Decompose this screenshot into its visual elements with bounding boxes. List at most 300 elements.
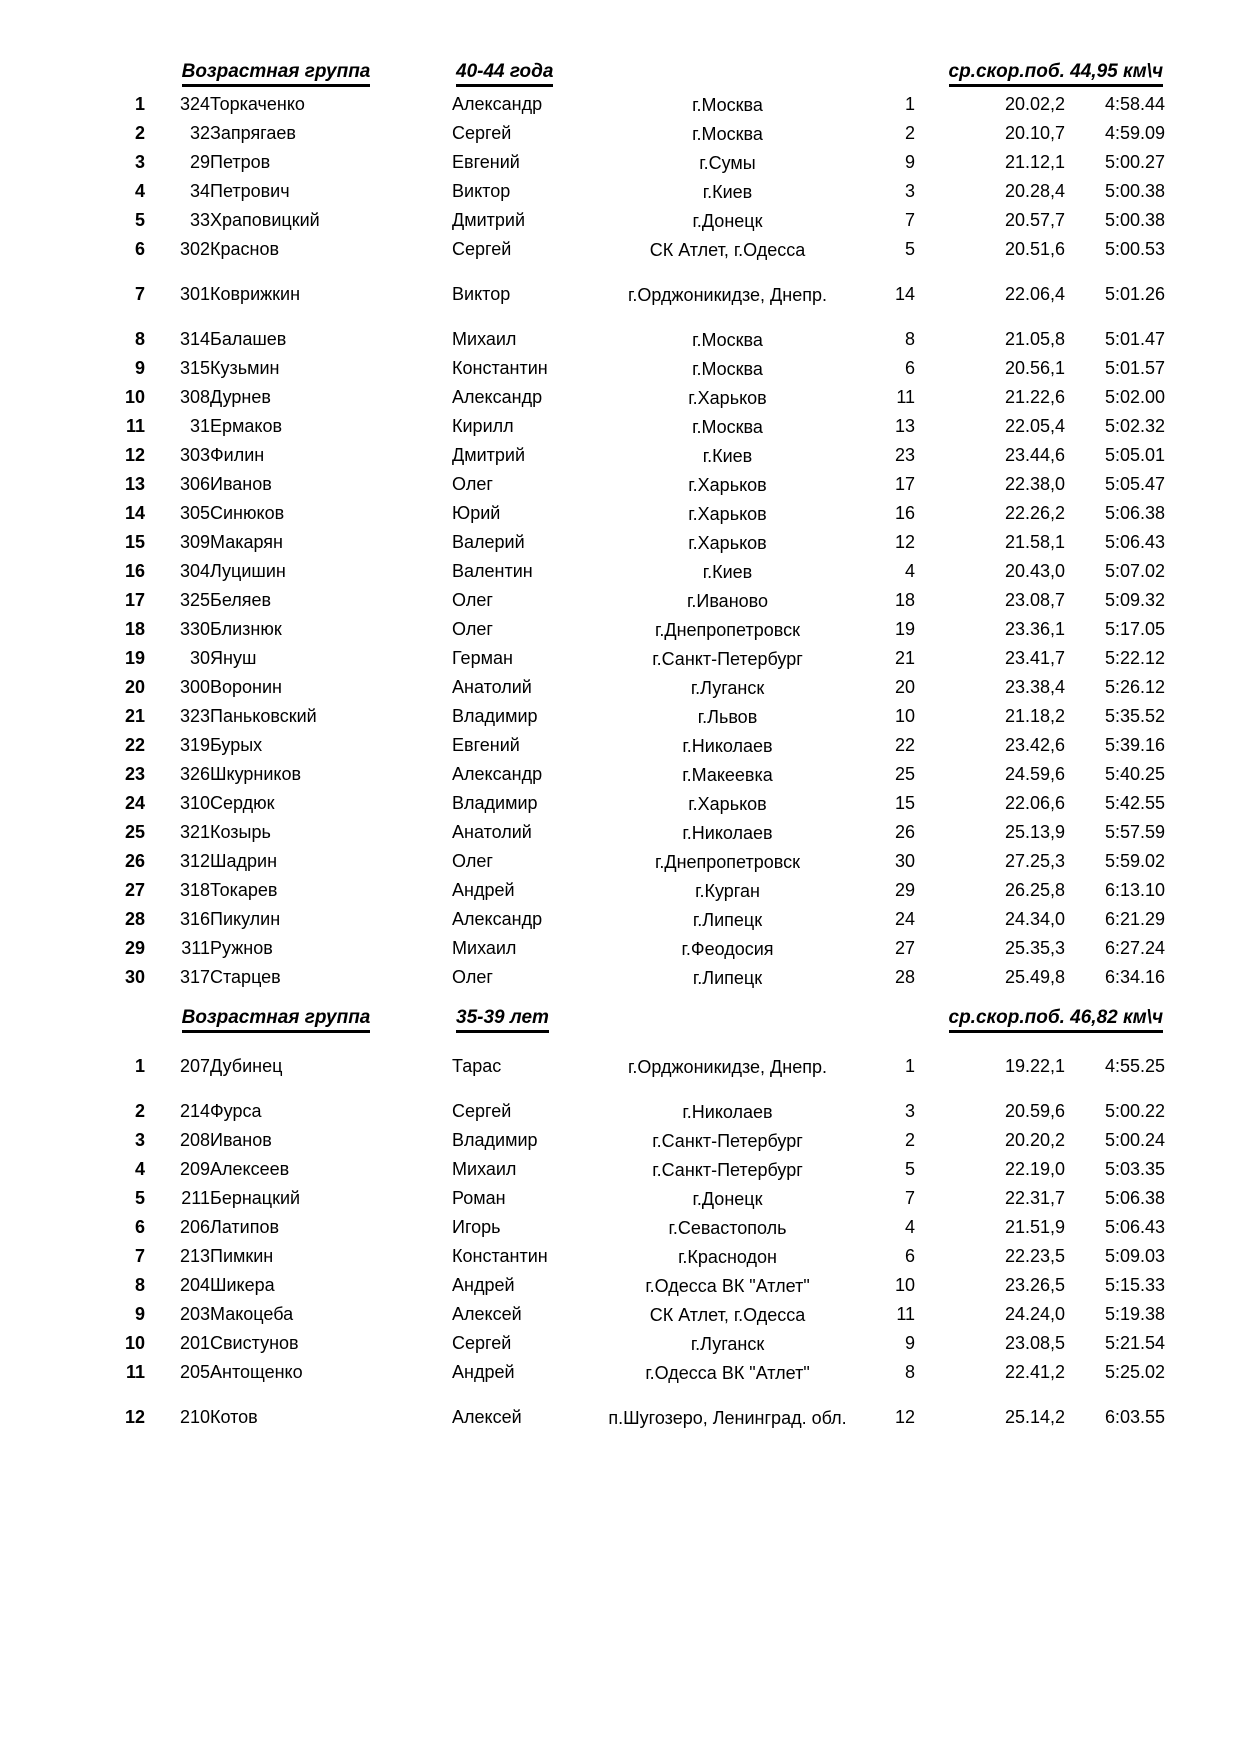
firstname-cell: Сергей: [452, 123, 512, 143]
pace-cell: 5:06.38: [1104, 1188, 1166, 1208]
rank-cell: 11: [125, 1362, 145, 1382]
firstname-cell: Дмитрий: [452, 210, 525, 230]
rank-cell: 5: [134, 1188, 145, 1208]
pace-cell: 5:06.38: [1104, 503, 1166, 523]
pace-cell: 5:05.01: [1104, 445, 1166, 465]
surname-cell: Токарев: [210, 880, 278, 900]
bib-cell: 32: [189, 123, 210, 143]
time-cell: 23.44,6: [1004, 445, 1066, 465]
city-cell: г.Николаев: [682, 735, 773, 756]
rank-cell: 29: [124, 938, 145, 958]
firstname-cell: Александр: [452, 94, 543, 114]
time-cell: 20.43,0: [1004, 561, 1066, 581]
pace-cell: 5:03.35: [1104, 1159, 1166, 1179]
section-header-gap: [585, 992, 870, 1036]
surname-cell: Шикера: [210, 1275, 275, 1295]
city-cell: г.Киев: [702, 445, 753, 466]
surname-cell: Храповицкий: [210, 210, 320, 230]
firstname-cell: Владимир: [452, 1130, 538, 1150]
result-row: [100, 441, 1165, 470]
rank-cell: 4: [134, 181, 145, 201]
city-cell: г.Москва: [692, 416, 763, 437]
place-cell: 23: [894, 445, 916, 465]
result-row: [100, 1387, 1165, 1448]
city-cell: г.Одесса ВК "Атлет": [645, 1362, 810, 1383]
rank-cell: 9: [134, 1304, 145, 1324]
place-cell: 25: [894, 764, 916, 784]
firstname-cell: Андрей: [452, 1362, 515, 1382]
firstname-cell: Евгений: [452, 735, 520, 755]
firstname-cell: Константин: [452, 1246, 548, 1266]
surname-cell: Януш: [210, 648, 257, 668]
rank-cell: 15: [124, 532, 145, 552]
result-row: [100, 325, 1165, 354]
rank-cell: 21: [124, 706, 145, 726]
rank-cell: 26: [124, 851, 145, 871]
section-header-gap: [585, 52, 870, 90]
time-cell: 20.56,1: [1004, 358, 1066, 378]
firstname-cell: Андрей: [452, 880, 515, 900]
pace-cell: 5:09.32: [1104, 590, 1166, 610]
city-cell: г.Николаев: [682, 822, 773, 843]
surname-cell: Балашев: [210, 329, 287, 349]
place-cell: 3: [905, 181, 916, 201]
rank-cell: 14: [124, 503, 145, 523]
surname-cell: Луцишин: [210, 561, 286, 581]
rank-cell: 13: [124, 474, 145, 494]
pace-cell: 5:00.22: [1104, 1101, 1166, 1121]
firstname-cell: Сергей: [452, 1101, 512, 1121]
place-cell: 9: [905, 152, 916, 172]
pace-cell: 4:58.44: [1104, 94, 1166, 114]
surname-cell: Торкаченко: [210, 94, 305, 114]
firstname-cell: Владимир: [452, 793, 538, 813]
bib-cell: 306: [179, 474, 210, 494]
surname-cell: Свистунов: [210, 1333, 299, 1353]
result-row: [100, 789, 1165, 818]
time-cell: 23.26,5: [1004, 1275, 1066, 1295]
result-row: [100, 528, 1165, 557]
rank-cell: 7: [134, 1246, 145, 1266]
time-cell: 24.34,0: [1004, 909, 1066, 929]
time-cell: 20.20,2: [1004, 1130, 1066, 1150]
city-cell: п.Шугозеро, Ленинград. обл.: [608, 1407, 847, 1428]
surname-cell: Ружнов: [210, 938, 273, 958]
pace-cell: 6:03.55: [1104, 1407, 1166, 1427]
rank-cell: 6: [134, 239, 145, 259]
city-cell: г.Сумы: [699, 152, 756, 173]
bib-cell: 316: [179, 909, 210, 929]
place-cell: 2: [905, 123, 916, 143]
firstname-cell: Олег: [452, 590, 493, 610]
firstname-cell: Анатолий: [452, 822, 532, 842]
bib-cell: 204: [179, 1275, 210, 1295]
time-cell: 21.51,9: [1004, 1217, 1066, 1237]
time-cell: 20.59,6: [1004, 1101, 1066, 1121]
city-cell: СК Атлет, г.Одесса: [649, 1304, 806, 1325]
surname-cell: Пикулин: [210, 909, 281, 929]
city-cell: г.Киев: [702, 181, 753, 202]
pace-cell: 5:00.38: [1104, 181, 1166, 201]
time-cell: 24.59,6: [1004, 764, 1066, 784]
city-cell: г.Луганск: [690, 677, 765, 698]
firstname-cell: Сергей: [452, 1333, 512, 1353]
section-title: [100, 992, 452, 1036]
bib-cell: 310: [179, 793, 210, 813]
bib-cell: 301: [179, 284, 210, 304]
firstname-cell: Михаил: [452, 329, 517, 349]
pace-cell: 6:27.24: [1104, 938, 1166, 958]
pace-cell: 5:07.02: [1104, 561, 1166, 581]
firstname-cell: Евгений: [452, 152, 520, 172]
bib-cell: 300: [179, 677, 210, 697]
result-row: [100, 1300, 1165, 1329]
section-age-group: [452, 52, 585, 90]
place-cell: 29: [894, 880, 916, 900]
pace-cell: 5:06.43: [1104, 532, 1166, 552]
time-cell: 25.35,3: [1004, 938, 1066, 958]
firstname-cell: Александр: [452, 909, 543, 929]
result-row: [100, 1329, 1165, 1358]
rank-cell: 10: [124, 387, 145, 407]
place-cell: 21: [894, 648, 916, 668]
city-cell: г.Одесса ВК "Атлет": [645, 1275, 810, 1296]
result-row: [100, 119, 1165, 148]
place-cell: 6: [905, 358, 916, 378]
time-cell: 19.22,1: [1004, 1056, 1066, 1076]
pace-cell: 5:05.47: [1104, 474, 1166, 494]
firstname-cell: Юрий: [452, 503, 501, 523]
time-cell: 22.19,0: [1004, 1159, 1066, 1179]
city-cell: г.Киев: [702, 561, 753, 582]
pace-cell: 5:00.53: [1104, 239, 1166, 259]
result-row: [100, 1097, 1165, 1126]
bib-cell: 326: [179, 764, 210, 784]
pace-cell: 5:40.25: [1104, 764, 1166, 784]
rank-cell: 11: [125, 416, 145, 436]
results-table-body: [100, 52, 1165, 1448]
city-cell: г.Николаев: [682, 1101, 773, 1122]
pace-cell: 5:02.00: [1104, 387, 1166, 407]
result-row: [100, 702, 1165, 731]
city-cell: г.Санкт-Петербург: [652, 648, 803, 669]
firstname-cell: Виктор: [452, 284, 511, 304]
place-cell: 10: [894, 706, 916, 726]
bib-cell: 201: [179, 1333, 210, 1353]
section-title: [100, 52, 452, 90]
place-cell: 11: [896, 1304, 916, 1324]
bib-cell: 213: [179, 1246, 210, 1266]
city-cell: г.Севастополь: [668, 1217, 787, 1238]
rank-cell: 5: [134, 210, 145, 230]
place-cell: 26: [894, 822, 916, 842]
firstname-cell: Александр: [452, 387, 543, 407]
rank-cell: 20: [124, 677, 145, 697]
place-cell: 30: [894, 851, 916, 871]
bib-cell: 210: [179, 1407, 210, 1427]
place-cell: 8: [905, 329, 916, 349]
pace-cell: 5:00.27: [1104, 152, 1166, 172]
rank-cell: 8: [134, 329, 145, 349]
time-cell: 26.25,8: [1004, 880, 1066, 900]
firstname-cell: Константин: [452, 358, 548, 378]
place-cell: 1: [905, 94, 916, 114]
section-age-group: [452, 992, 585, 1036]
city-cell: г.Луганск: [690, 1333, 765, 1354]
result-row: [100, 1126, 1165, 1155]
bib-cell: 323: [179, 706, 210, 726]
time-cell: 22.38,0: [1004, 474, 1066, 494]
result-row: [100, 383, 1165, 412]
rank-cell: 6: [134, 1217, 145, 1237]
result-row: [100, 1358, 1165, 1387]
city-cell: г.Москва: [692, 329, 763, 350]
bib-cell: 209: [179, 1159, 210, 1179]
result-row: [100, 1242, 1165, 1271]
surname-cell: Шадрин: [210, 851, 278, 871]
bib-cell: 315: [179, 358, 210, 378]
surname-cell: Фурса: [210, 1101, 262, 1121]
time-cell: 22.06,6: [1004, 793, 1066, 813]
place-cell: 5: [905, 1159, 916, 1179]
surname-cell: Котов: [210, 1407, 258, 1427]
bib-cell: 206: [179, 1217, 210, 1237]
city-cell: г.Харьков: [688, 532, 767, 553]
time-cell: 25.49,8: [1004, 967, 1066, 987]
rank-cell: 28: [124, 909, 145, 929]
place-cell: 20: [894, 677, 916, 697]
surname-cell: Близнюк: [210, 619, 282, 639]
city-cell: г.Харьков: [688, 474, 767, 495]
time-cell: 22.26,2: [1004, 503, 1066, 523]
place-cell: 6: [905, 1246, 916, 1266]
pace-cell: 5:00.38: [1104, 210, 1166, 230]
pace-cell: 6:13.10: [1104, 880, 1166, 900]
result-row: [100, 963, 1165, 992]
bib-cell: 305: [179, 503, 210, 523]
bib-cell: 311: [181, 938, 210, 958]
result-row: [100, 1155, 1165, 1184]
pace-cell: 4:59.09: [1104, 123, 1166, 143]
time-cell: 21.05,8: [1004, 329, 1066, 349]
city-cell: г.Иваново: [687, 590, 769, 611]
time-cell: 25.14,2: [1004, 1407, 1066, 1427]
result-row: [100, 235, 1165, 264]
pace-cell: 5:42.55: [1104, 793, 1166, 813]
city-cell: г.Харьков: [688, 503, 767, 524]
bib-cell: 208: [179, 1130, 210, 1150]
firstname-cell: Михаил: [452, 1159, 517, 1179]
firstname-cell: Александр: [452, 764, 543, 784]
result-row: [100, 1184, 1165, 1213]
place-cell: 15: [894, 793, 916, 813]
pace-cell: 5:15.33: [1104, 1275, 1166, 1295]
rank-cell: 1: [134, 94, 145, 114]
surname-cell: Сердюк: [210, 793, 275, 813]
place-cell: 1: [905, 1056, 916, 1076]
city-cell: г.Санкт-Петербург: [652, 1130, 803, 1151]
bib-cell: 324: [179, 94, 210, 114]
pace-cell: 5:00.24: [1104, 1130, 1166, 1150]
bib-cell: 318: [179, 880, 210, 900]
rank-cell: 9: [134, 358, 145, 378]
time-cell: 23.36,1: [1004, 619, 1066, 639]
pace-cell: 5:19.38: [1104, 1304, 1166, 1324]
pace-cell: 5:21.54: [1104, 1333, 1166, 1353]
firstname-cell: Алексей: [452, 1304, 522, 1324]
time-cell: 22.41,2: [1004, 1362, 1066, 1382]
rank-cell: 27: [124, 880, 145, 900]
place-cell: 12: [894, 532, 916, 552]
rank-cell: 8: [134, 1275, 145, 1295]
time-cell: 20.10,7: [1004, 123, 1066, 143]
place-cell: 14: [894, 284, 916, 304]
rank-cell: 10: [124, 1333, 145, 1353]
result-row: [100, 90, 1165, 119]
city-cell: г.Орджоникидзе, Днепр.: [628, 1056, 827, 1077]
place-cell: 8: [905, 1362, 916, 1382]
section-winner-speed-text: ср.скор.поб. 46,82 км\ч: [949, 1007, 1164, 1033]
pace-cell: 5:25.02: [1104, 1362, 1166, 1382]
section-winner-speed: [870, 992, 1165, 1036]
bib-cell: 30: [189, 648, 210, 668]
city-cell: г.Днепропетровск: [655, 851, 800, 872]
result-row: [100, 148, 1165, 177]
pace-cell: 5:09.03: [1104, 1246, 1166, 1266]
surname-cell: Петрович: [210, 181, 290, 201]
rank-cell: 30: [124, 967, 145, 987]
city-cell: г.Феодосия: [681, 938, 774, 959]
pace-cell: 5:01.57: [1104, 358, 1166, 378]
result-row: [100, 760, 1165, 789]
place-cell: 22: [894, 735, 916, 755]
place-cell: 17: [894, 474, 916, 494]
section-winner-speed-text: ср.скор.поб. 44,95 км\ч: [949, 61, 1164, 87]
time-cell: 25.13,9: [1004, 822, 1066, 842]
firstname-cell: Виктор: [452, 181, 511, 201]
place-cell: 18: [894, 590, 916, 610]
pace-cell: 5:06.43: [1104, 1217, 1166, 1237]
result-row: [100, 876, 1165, 905]
firstname-cell: Олег: [452, 474, 493, 494]
result-row: [100, 731, 1165, 760]
time-cell: 21.58,1: [1004, 532, 1066, 552]
firstname-cell: Дмитрий: [452, 445, 525, 465]
result-row: [100, 673, 1165, 702]
surname-cell: Ермаков: [210, 416, 283, 436]
result-row: [100, 847, 1165, 876]
firstname-cell: Олег: [452, 967, 493, 987]
surname-cell: Филин: [210, 445, 265, 465]
surname-cell: Синюков: [210, 503, 285, 523]
time-cell: 20.57,7: [1004, 210, 1066, 230]
result-row: [100, 615, 1165, 644]
surname-cell: Дубинец: [210, 1056, 283, 1076]
place-cell: 28: [894, 967, 916, 987]
city-cell: г.Санкт-Петербург: [652, 1159, 803, 1180]
firstname-cell: Валерий: [452, 532, 525, 552]
bib-cell: 330: [179, 619, 210, 639]
firstname-cell: Андрей: [452, 1275, 515, 1295]
result-row: [100, 557, 1165, 586]
result-row: [100, 264, 1165, 325]
firstname-cell: Владимир: [452, 706, 538, 726]
place-cell: 11: [896, 387, 916, 407]
surname-cell: Кузьмин: [210, 358, 280, 378]
rank-cell: 3: [134, 1130, 145, 1150]
time-cell: 24.24,0: [1004, 1304, 1066, 1324]
time-cell: 23.08,7: [1004, 590, 1066, 610]
bib-cell: 309: [179, 532, 210, 552]
rank-cell: 24: [124, 793, 145, 813]
bib-cell: 314: [179, 329, 210, 349]
result-row: [100, 1213, 1165, 1242]
place-cell: 13: [894, 416, 916, 436]
city-cell: г.Москва: [692, 358, 763, 379]
time-cell: 20.51,6: [1004, 239, 1066, 259]
pace-cell: 6:21.29: [1104, 909, 1166, 929]
bib-cell: 325: [179, 590, 210, 610]
city-cell: г.Донецк: [692, 210, 763, 231]
section-header-row: [100, 52, 1165, 90]
rank-cell: 3: [134, 152, 145, 172]
bib-cell: 304: [179, 561, 210, 581]
place-cell: 10: [894, 1275, 916, 1295]
city-cell: г.Липецк: [692, 909, 763, 930]
place-cell: 7: [905, 1188, 916, 1208]
place-cell: 27: [894, 938, 916, 958]
city-cell: г.Москва: [692, 94, 763, 115]
city-cell: г.Курган: [695, 880, 760, 901]
time-cell: 20.28,4: [1004, 181, 1066, 201]
surname-cell: Антощенко: [210, 1362, 303, 1382]
surname-cell: Коврижкин: [210, 284, 301, 304]
pace-cell: 5:22.12: [1104, 648, 1166, 668]
firstname-cell: Сергей: [452, 239, 512, 259]
rank-cell: 17: [124, 590, 145, 610]
results-table: [100, 52, 1165, 1448]
city-cell: г.Краснодон: [678, 1246, 777, 1267]
time-cell: 23.08,5: [1004, 1333, 1066, 1353]
pace-cell: 5:39.16: [1104, 735, 1166, 755]
section-title-text: Возрастная группа: [182, 1007, 371, 1033]
firstname-cell: Михаил: [452, 938, 517, 958]
pace-cell: 5:26.12: [1104, 677, 1166, 697]
bib-cell: 214: [179, 1101, 210, 1121]
result-row: [100, 934, 1165, 963]
city-cell: г.Москва: [692, 123, 763, 144]
section-title-text: Возрастная группа: [182, 61, 371, 87]
time-cell: 22.31,7: [1004, 1188, 1066, 1208]
city-cell: г.Днепропетровск: [655, 619, 800, 640]
surname-cell: Беляев: [210, 590, 272, 610]
surname-cell: Алексеев: [210, 1159, 290, 1179]
section-header-row: [100, 992, 1165, 1036]
surname-cell: Старцев: [210, 967, 281, 987]
place-cell: 12: [894, 1407, 916, 1427]
time-cell: 27.25,3: [1004, 851, 1066, 871]
surname-cell: Козырь: [210, 822, 271, 842]
pace-cell: 5:35.52: [1104, 706, 1166, 726]
city-cell: г.Львов: [697, 706, 758, 727]
rank-cell: 18: [124, 619, 145, 639]
city-cell: г.Донецк: [692, 1188, 763, 1209]
rank-cell: 12: [124, 1407, 145, 1427]
firstname-cell: Валентин: [452, 561, 533, 581]
surname-cell: Бурых: [210, 735, 263, 755]
firstname-cell: Тарас: [452, 1056, 502, 1076]
section-winner-speed: [870, 52, 1165, 90]
